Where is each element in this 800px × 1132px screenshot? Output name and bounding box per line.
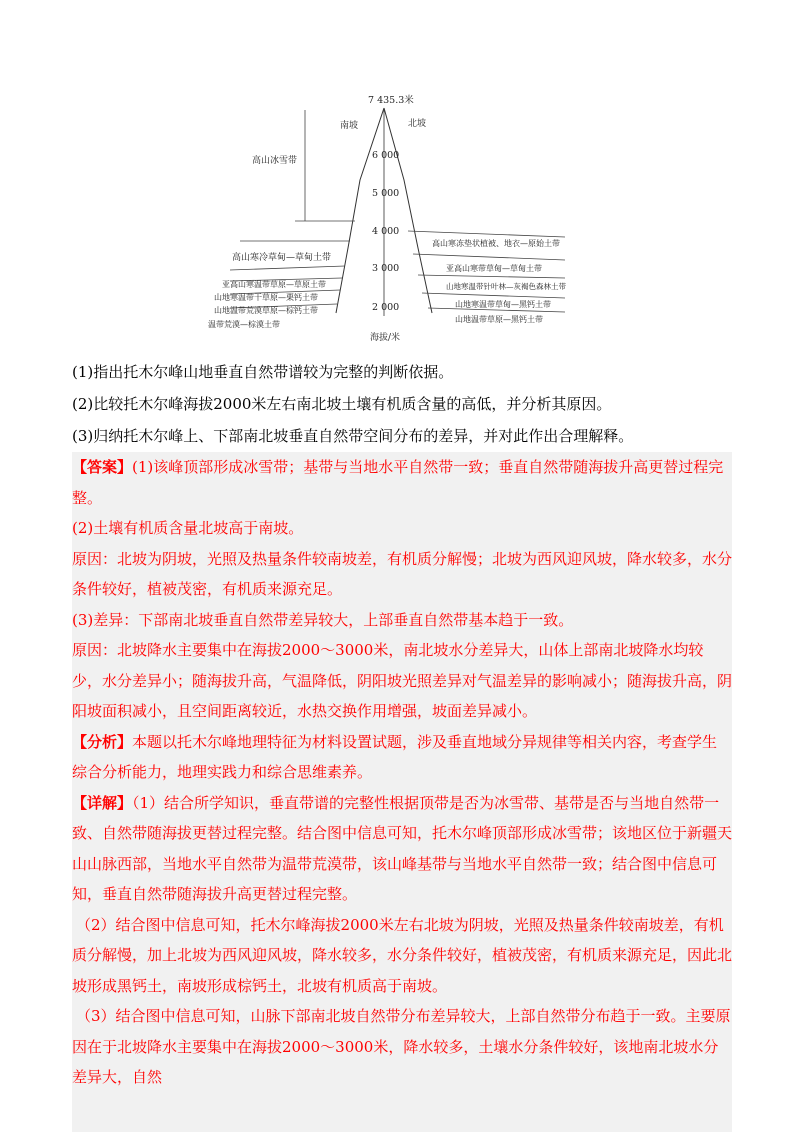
answer-section: [72, 452, 732, 1132]
answer-tag: 【答案】: [72, 458, 133, 476]
left-zone-label: 温带荒漠—棕漠土带: [208, 320, 280, 329]
detail-paragraph: （3）结合图中信息可知，山脉下部南北坡自然带分布差异较大，上部自然带分布趋于一致。主要原因在于北坡降水主要集中在海拔2000～3000米，降水较多，土壤水分条件较好，该地南北坡水分差异大，自然: [72, 1007, 731, 1086]
answer-line: 原因：北坡降水主要集中在海拔2000～3000米，南北坡水分差异大，山体上部南北坡降水均较少，水分差异小；随海拔升高，气温降低，阴阳坡光照差异对气温差异的影响减小；随海拔升高，阴阳坡面积减小，且空间距离较近，水热交换作用增强，坡面差异减小。: [72, 641, 732, 720]
south-slope-label: 南坡: [340, 121, 359, 131]
north-slope-label: 北坡: [408, 119, 427, 129]
axis-label: 海拔/米: [370, 333, 401, 343]
left-zone-label: 亚高山寒温带草原—草原土带: [222, 280, 326, 289]
left-zone-label: 高山寒冷草甸—草甸土带: [232, 253, 332, 263]
right-zone-label: 亚高山寒带草甸—草甸土带: [446, 264, 542, 273]
answer-line: (2)土壤有机质含量北坡高于南坡。: [72, 519, 304, 537]
answer-line: (3)差异：下部南北坡垂直自然带差异较大，上部垂直自然带基本趋于一致。: [72, 610, 574, 629]
right-zone-label: 山地寒温带针叶林—灰褐色森林土带: [446, 282, 566, 291]
left-zone-label: 高山冰雪带: [252, 156, 298, 166]
right-zone-label: 山地寒温带草甸—黑钙土带: [455, 300, 551, 309]
left-zone-label: 山地寒温带干草原—栗钙土带: [214, 293, 318, 302]
question-1: (1)指出托木尔峰山地垂直自然带谱较为完整的判断依据。: [72, 363, 454, 381]
boundary-line: [408, 231, 565, 237]
analysis-tag: 【分析】: [72, 732, 133, 751]
question-2: (2)比较托木尔峰海拔2000米左右南北坡土壤有机质含量的高低，并分析其原因。: [72, 395, 612, 413]
left-zone-label: 山地温带荒漠草原—棕钙土带: [214, 306, 318, 315]
right-zone-label: 山地温带草原—黑钙土带: [455, 315, 543, 324]
detail-tag: 【详解】: [72, 793, 133, 812]
detail-paragraph: （2）结合图中信息可知，托木尔峰海拔2000米左右北坡为阴坡，光照及热量条件较南坡差，有机质分解慢，加上北坡为西风迎风坡，降水较多，水分条件较好，植被茂密，有机质来源充足，因此北坡形成黑钙土，南坡形成棕钙土，北坡有机质高于南坡。: [72, 915, 732, 995]
analysis-text: 本题以托木尔峰地理特征为材料设置试题，涉及垂直地域分异规律等相关内容，考查学生综合分析能力，地理实践力和综合思维素养。: [72, 732, 718, 781]
question-list: [72, 356, 732, 452]
answer-block: [72, 452, 732, 1093]
elevation-label: 6 000: [372, 150, 400, 161]
question-3: (3)归纳托木尔峰上、下部南北坡垂直自然带空间分布的差异，并对此作出合理解释。: [72, 427, 634, 445]
elevation-label: 2 000: [372, 302, 400, 313]
elevation-label: 3 000: [372, 263, 400, 274]
mountain-south-outline: [336, 108, 384, 313]
vertical-zone-diagram: [200, 88, 600, 348]
elevation-label: 5 000: [372, 188, 400, 199]
boundary-line: [418, 275, 565, 278]
boundary-line: [413, 254, 565, 260]
answer-line: (1)该峰顶部形成冰雪带；基带与当地水平自然带一致；垂直自然带随海拔升高更替过程完整。: [72, 458, 724, 507]
boundary-line: [422, 293, 565, 298]
peak-label: 7 435.3米: [368, 95, 414, 106]
detail-paragraph: （1）结合所学知识，垂直带谱的完整性根据顶带是否为冰雪带、基带是否与当地自然带一致、自然带随海拔更替过程完整。结合图中信息可知，托木尔峰顶部形成冰雪带；该地区位于新疆天山山脉西部，当地水平自然带为温带荒漠带，该山峰基带与当地水平自然带一致；结合图中信息可知，垂直自然带随海拔升高更替过程完整。: [72, 793, 732, 903]
elevation-label: 4 000: [372, 226, 400, 237]
answer-line: 原因：北坡为阴坡，光照及热量条件较南坡差，有机质分解慢；北坡为西风迎风坡，降水较多，水分条件较好，植被茂密，有机质来源充足。: [72, 549, 732, 598]
boundary-line: [230, 266, 345, 270]
mountain-north-outline: [384, 108, 432, 313]
right-zone-label: 高山寒冻垫状植被、地衣—原始土带: [432, 239, 560, 248]
